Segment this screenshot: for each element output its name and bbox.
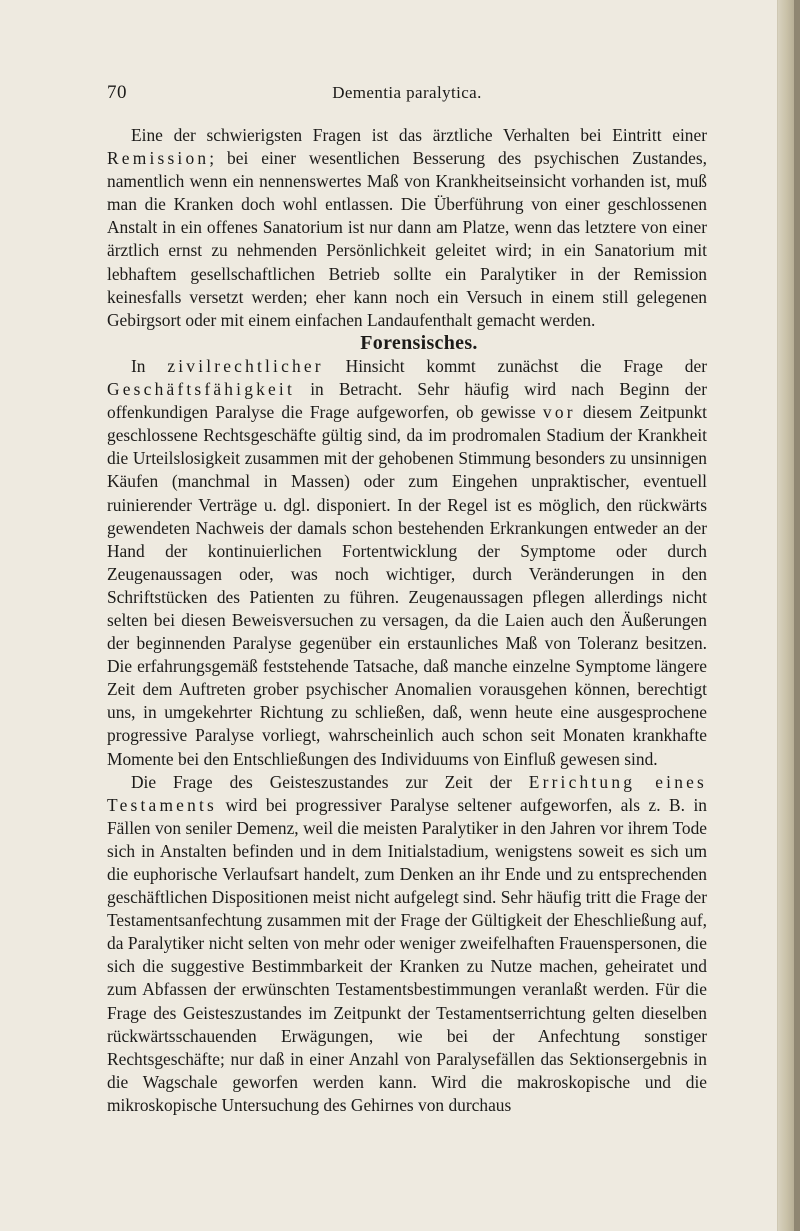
page-header [107, 82, 707, 106]
paragraph-geschaeftsfaehigkeit [107, 355, 707, 771]
text-run: Die Frage des Geisteszustandes zur Zeit der [131, 771, 529, 792]
section-heading: Forensisches. [360, 331, 478, 354]
emphasis-geschaeftsfaehigkeit: Geschäftsfähigkeit [107, 379, 295, 400]
text-run: in Betracht. Sehr häufig wird nach Beginn der offenkundigen Paralyse die Frage aufgeworfen, ob gewisse [107, 379, 707, 423]
paragraph-remission [107, 124, 707, 332]
emphasis-testament: Errichtung eines Testaments [107, 771, 707, 815]
page-edge-shadow [794, 0, 800, 1231]
running-title: Dementia paralytica. [332, 83, 482, 102]
text-run: wird bei progressiver Paralyse seltener aufgeworfen, als z. B. in Fällen von seniler Demenz, weil die meisten Paralytiker in den Jahren vor ihrem Tode sich in Anstalten befinden und in dem Initialstadium, wenigstens soweit es sich um die euphorische Verlaufsart handelt, zum Denken an ihr Ende und zu entsprechenden geschäftlichen Dispositionen meist nicht aufgelegt sind. Sehr häufig tritt die Frage der Testamentsanfechtung zusammen mit der Frage der Gültigkeit der Eheschließung auf, da Paralytiker nicht selten von mehr oder weniger zweifelhaften Frauenspersonen, die sich die suggestive Bestimmbarkeit der Kranken zu Nutze machen, geheiratet und zum Abfassen der erwünschten Testamentsbestimmungen veranlaßt werden. Für die Frage des Geisteszustandes im Zeitpunkt der Testamentserrichtung gelten dieselben rückwärtsschauenden Erwägungen, wie bei der Anfechtung sonstiger Rechtsgeschäfte; nur daß in einer Anzahl von Paralysefällen das Sektionsergebnis in die Wagschale geworfen werden kann. Wird die makroskopische und die mikroskopische Untersuchung des Gehirnes von durchaus [107, 794, 707, 1115]
paragraph-testament [107, 771, 707, 1117]
text-run: ; bei einer wesentlichen Besserung des psychischen Zustandes, namentlich wenn ein nennenswertes Maß von Krankheitseinsicht vorhanden ist, muß man die Kranken doch wohl entlassen. Die Überführung von einer geschlossenen Anstalt in ein offenes Sanatorium ist nur dann am Platze, wenn das letztere von einer ärztlich ernst zu nehmenden Persönlichkeit geleitet wird; in ein Sanatorium mit lebhaftem gesellschaftlichen Betrieb sollte ein Paralytiker in der Remission keinesfalls versetzt werden; eher kann noch ein Versuch in einem still gelegenen Gebirgsort oder mit einem einfachen Landaufenthalt gemacht werden. [107, 148, 707, 330]
text-run: Eine der schwierigsten Fragen ist das ärztliche Verhalten bei Eintritt einer [131, 125, 707, 145]
emphasis-zivilrechtlicher: zivilrechtlicher [167, 355, 324, 376]
emphasis-vor: vor [542, 402, 576, 423]
text-run: In [131, 355, 168, 376]
emphasis-remission: Remission [107, 148, 210, 169]
text-run: Hinsicht kommt zunächst die Frage der [323, 355, 707, 376]
body-text [107, 124, 707, 1117]
text-run: diesem Zeitpunkt geschlossene Rechtsgeschäfte gültig sind, da im prodromalen Stadium der Krankheit die Urteilslosigkeit zusammen mit der gehobenen Stimmung besonders zu unsinnigen Käufen (manchmal in Massen) oder zum Eingehen unpraktischer, eventuell ruinierender Verträge u. dgl. disponiert. In der Regel ist es möglich, den rückwärts gewendeten Nachweis der damals schon bestehenden Erkrankungen entweder an der Hand der kontinuierlichen Fortentwicklung der Symptome oder durch Zeugenaussagen oder, was noch wichtiger, durch Veränderungen in den Schriftstücken des Patienten zu führen. Zeugenaussagen pflegen allerdings nicht selten bei diesen Beweisversuchen zu versagen, da die Laien auch den Äußerungen der beginnenden Paralyse gegenüber ein erstaunliches Maß von Toleranz besitzen. Die erfahrungsgemäß feststehende Tatsache, daß manche einzelne Symptome längere Zeit dem Auftreten grober psychischer Anomalien vorausgehen können, berechtigt uns, in umgekehrter Richtung zu schließen, daß, wenn heute eine ausgesprochene progressive Paralyse vorliegt, wahrscheinlich auch schon seit Monaten krankhafte Momente bei den Entschließungen des Individuums von Einfluß gewesen sind. [107, 402, 707, 769]
page-number: 70 [107, 82, 127, 103]
